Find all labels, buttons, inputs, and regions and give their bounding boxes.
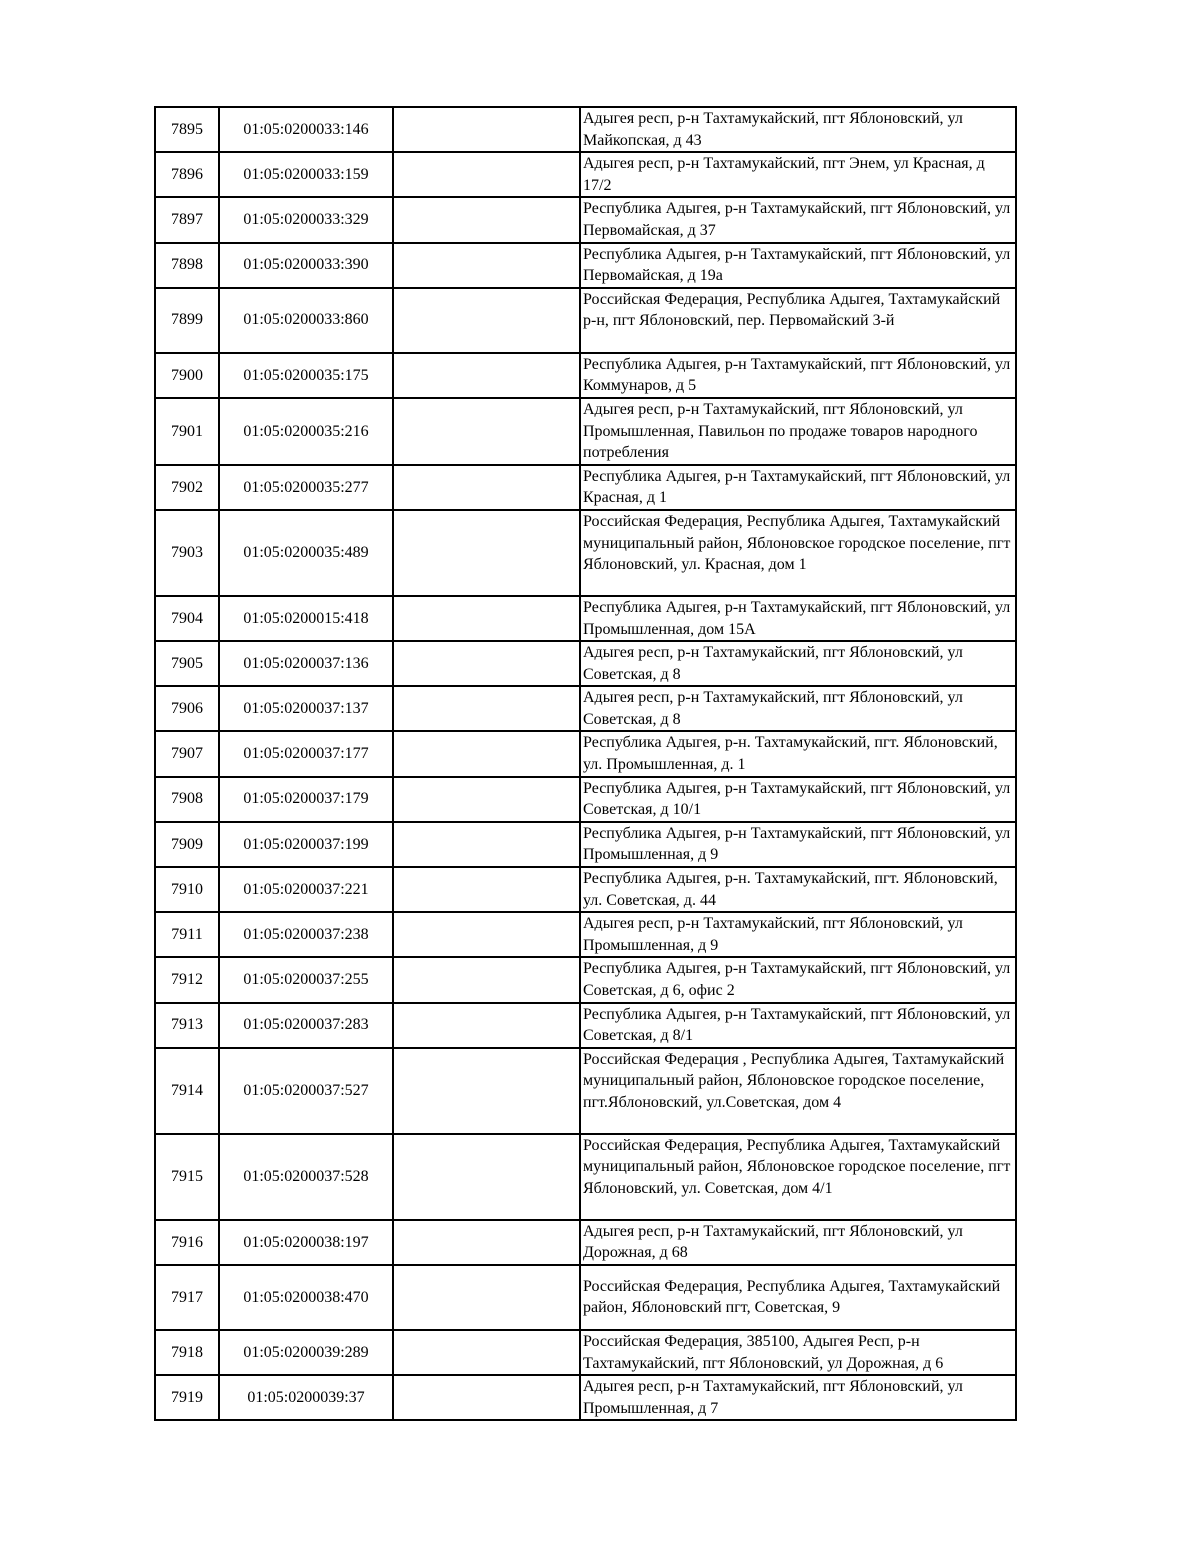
address-cell: Республика Адыгея, р-н Тахтамукайский, пгт Яблоновский, ул Коммунаров, д 5 — [580, 353, 1016, 398]
empty-cell — [393, 510, 580, 596]
cadastral-number: 01:05:0200033:159 — [219, 152, 393, 197]
row-number: 7905 — [155, 641, 219, 686]
table-row — [155, 1330, 1016, 1375]
empty-cell — [393, 288, 580, 353]
row-number: 7910 — [155, 867, 219, 912]
cadastral-number: 01:05:0200037:238 — [219, 912, 393, 957]
table-row — [155, 465, 1016, 510]
cadastral-number: 01:05:0200035:489 — [219, 510, 393, 596]
cadastral-number: 01:05:0200035:277 — [219, 465, 393, 510]
address-cell: Республика Адыгея, р-н. Тахтамукайский, пгт. Яблоновский, ул. Советская, д. 44 — [580, 867, 1016, 912]
address-cell: Республика Адыгея, р-н Тахтамукайский, пгт Яблоновский, ул Советская, д 8/1 — [580, 1003, 1016, 1048]
empty-cell — [393, 777, 580, 822]
empty-cell — [393, 152, 580, 197]
empty-cell — [393, 398, 580, 465]
row-number: 7900 — [155, 353, 219, 398]
address-cell: Российская Федерация, Республика Адыгея, Тахтамукайский муниципальный район, Яблоновское городское поселение, пгт Яблоновский, ул. Красная, дом 1 — [580, 510, 1016, 596]
address-cell: Российская Федерация, Республика Адыгея, Тахтамукайский район, Яблоновский пгт, Советская, 9 — [580, 1265, 1016, 1330]
row-number: 7908 — [155, 777, 219, 822]
table-row — [155, 1375, 1016, 1420]
address-cell: Российская Федерация , Республика Адыгея, Тахтамукайский муниципальный район, Яблоновское городское поселение, пгт.Яблоновский, ул.Советская, дом 4 — [580, 1048, 1016, 1134]
row-number: 7911 — [155, 912, 219, 957]
address-cell: Российская Федерация, Республика Адыгея, Тахтамукайский муниципальный район, Яблоновское городское поселение, пгт Яблоновский, ул. Советская, дом 4/1 — [580, 1134, 1016, 1220]
empty-cell — [393, 1003, 580, 1048]
table-row — [155, 1265, 1016, 1330]
cadastral-number: 01:05:0200033:146 — [219, 107, 393, 152]
table-row — [155, 912, 1016, 957]
empty-cell — [393, 465, 580, 510]
empty-cell — [393, 197, 580, 242]
table-row — [155, 107, 1016, 152]
cadastral-number: 01:05:0200037:136 — [219, 641, 393, 686]
empty-cell — [393, 912, 580, 957]
cadastral-number: 01:05:0200037:137 — [219, 686, 393, 731]
address-cell: Адыгея респ, р-н Тахтамукайский, пгт Яблоновский, ул Советская, д 8 — [580, 686, 1016, 731]
cadastral-number: 01:05:0200037:528 — [219, 1134, 393, 1220]
row-number: 7918 — [155, 1330, 219, 1375]
cadastral-number: 01:05:0200037:177 — [219, 731, 393, 776]
address-cell: Республика Адыгея, р-н Тахтамукайский, пгт Яблоновский, ул Промышленная, дом 15А — [580, 596, 1016, 641]
table-row — [155, 243, 1016, 288]
table-row — [155, 822, 1016, 867]
row-number: 7895 — [155, 107, 219, 152]
table-row — [155, 197, 1016, 242]
address-cell: Российская Федерация, 385100, Адыгея Респ, р-н Тахтамукайский, пгт Яблоновский, ул Дорожная, д 6 — [580, 1330, 1016, 1375]
table-row — [155, 867, 1016, 912]
cadastral-number: 01:05:0200037:199 — [219, 822, 393, 867]
address-cell: Республика Адыгея, р-н Тахтамукайский, пгт Яблоновский, ул Советская, д 10/1 — [580, 777, 1016, 822]
row-number: 7904 — [155, 596, 219, 641]
empty-cell — [393, 243, 580, 288]
row-number: 7917 — [155, 1265, 219, 1330]
address-cell: Республика Адыгея, р-н. Тахтамукайский, пгт. Яблоновский, ул. Промышленная, д. 1 — [580, 731, 1016, 776]
cadastral-number: 01:05:0200037:255 — [219, 957, 393, 1002]
address-cell: Адыгея респ, р-н Тахтамукайский, пгт Энем, ул Красная, д 17/2 — [580, 152, 1016, 197]
row-number: 7915 — [155, 1134, 219, 1220]
table-body — [155, 107, 1016, 1420]
empty-cell — [393, 1134, 580, 1220]
empty-cell — [393, 353, 580, 398]
cadastral-number: 01:05:0200033:860 — [219, 288, 393, 353]
table-row — [155, 1003, 1016, 1048]
cadastral-number: 01:05:0200039:37 — [219, 1375, 393, 1420]
cadastral-number: 01:05:0200035:175 — [219, 353, 393, 398]
table-row — [155, 731, 1016, 776]
cadastral-number: 01:05:0200015:418 — [219, 596, 393, 641]
address-cell: Адыгея респ, р-н Тахтамукайский, пгт Яблоновский, ул Промышленная, д 9 — [580, 912, 1016, 957]
table-row — [155, 288, 1016, 353]
row-number: 7919 — [155, 1375, 219, 1420]
address-cell: Республика Адыгея, р-н Тахтамукайский, пгт Яблоновский, ул Промышленная, д 9 — [580, 822, 1016, 867]
table-row — [155, 1220, 1016, 1265]
cadastral-number: 01:05:0200039:289 — [219, 1330, 393, 1375]
row-number: 7913 — [155, 1003, 219, 1048]
address-cell: Адыгея респ, р-н Тахтамукайский, пгт Яблоновский, ул Советская, д 8 — [580, 641, 1016, 686]
empty-cell — [393, 686, 580, 731]
cadastral-number: 01:05:0200033:329 — [219, 197, 393, 242]
row-number: 7907 — [155, 731, 219, 776]
row-number: 7897 — [155, 197, 219, 242]
cadastral-number: 01:05:0200033:390 — [219, 243, 393, 288]
cadastral-number: 01:05:0200038:470 — [219, 1265, 393, 1330]
address-cell: Республика Адыгея, р-н Тахтамукайский, пгт Яблоновский, ул Красная, д 1 — [580, 465, 1016, 510]
empty-cell — [393, 731, 580, 776]
address-cell: Адыгея респ, р-н Тахтамукайский, пгт Яблоновский, ул Промышленная, Павильон по продаже товаров народного потребления — [580, 398, 1016, 465]
cadastral-number: 01:05:0200035:216 — [219, 398, 393, 465]
table-row — [155, 777, 1016, 822]
address-cell: Адыгея респ, р-н Тахтамукайский, пгт Яблоновский, ул Промышленная, д 7 — [580, 1375, 1016, 1420]
empty-cell — [393, 957, 580, 1002]
row-number: 7914 — [155, 1048, 219, 1134]
empty-cell — [393, 596, 580, 641]
row-number: 7902 — [155, 465, 219, 510]
empty-cell — [393, 1220, 580, 1265]
table-row — [155, 957, 1016, 1002]
row-number: 7899 — [155, 288, 219, 353]
row-number: 7903 — [155, 510, 219, 596]
property-table — [154, 106, 1017, 1421]
empty-cell — [393, 641, 580, 686]
address-cell: Республика Адыгея, р-н Тахтамукайский, пгт Яблоновский, ул Советская, д 6, офис 2 — [580, 957, 1016, 1002]
address-cell: Адыгея респ, р-н Тахтамукайский, пгт Яблоновский, ул Майкопская, д 43 — [580, 107, 1016, 152]
cadastral-number: 01:05:0200037:221 — [219, 867, 393, 912]
address-cell: Адыгея респ, р-н Тахтамукайский, пгт Яблоновский, ул Дорожная, д 68 — [580, 1220, 1016, 1265]
row-number: 7916 — [155, 1220, 219, 1265]
empty-cell — [393, 867, 580, 912]
table-row — [155, 398, 1016, 465]
row-number: 7896 — [155, 152, 219, 197]
empty-cell — [393, 107, 580, 152]
empty-cell — [393, 822, 580, 867]
cadastral-number: 01:05:0200037:527 — [219, 1048, 393, 1134]
table-row — [155, 686, 1016, 731]
table-row — [155, 1134, 1016, 1220]
table-row — [155, 1048, 1016, 1134]
empty-cell — [393, 1330, 580, 1375]
table-row — [155, 152, 1016, 197]
cadastral-number: 01:05:0200038:197 — [219, 1220, 393, 1265]
empty-cell — [393, 1048, 580, 1134]
table-row — [155, 353, 1016, 398]
table-row — [155, 596, 1016, 641]
cadastral-number: 01:05:0200037:179 — [219, 777, 393, 822]
row-number: 7912 — [155, 957, 219, 1002]
row-number: 7909 — [155, 822, 219, 867]
table-row — [155, 510, 1016, 596]
address-cell: Республика Адыгея, р-н Тахтамукайский, пгт Яблоновский, ул Первомайская, д 19а — [580, 243, 1016, 288]
address-cell: Российская Федерация, Республика Адыгея, Тахтамукайский р-н, пгт Яблоновский, пер. Первомайский 3-й — [580, 288, 1016, 353]
address-cell: Республика Адыгея, р-н Тахтамукайский, пгт Яблоновский, ул Первомайская, д 37 — [580, 197, 1016, 242]
table-row — [155, 641, 1016, 686]
empty-cell — [393, 1265, 580, 1330]
row-number: 7906 — [155, 686, 219, 731]
row-number: 7901 — [155, 398, 219, 465]
row-number: 7898 — [155, 243, 219, 288]
cadastral-number: 01:05:0200037:283 — [219, 1003, 393, 1048]
empty-cell — [393, 1375, 580, 1420]
